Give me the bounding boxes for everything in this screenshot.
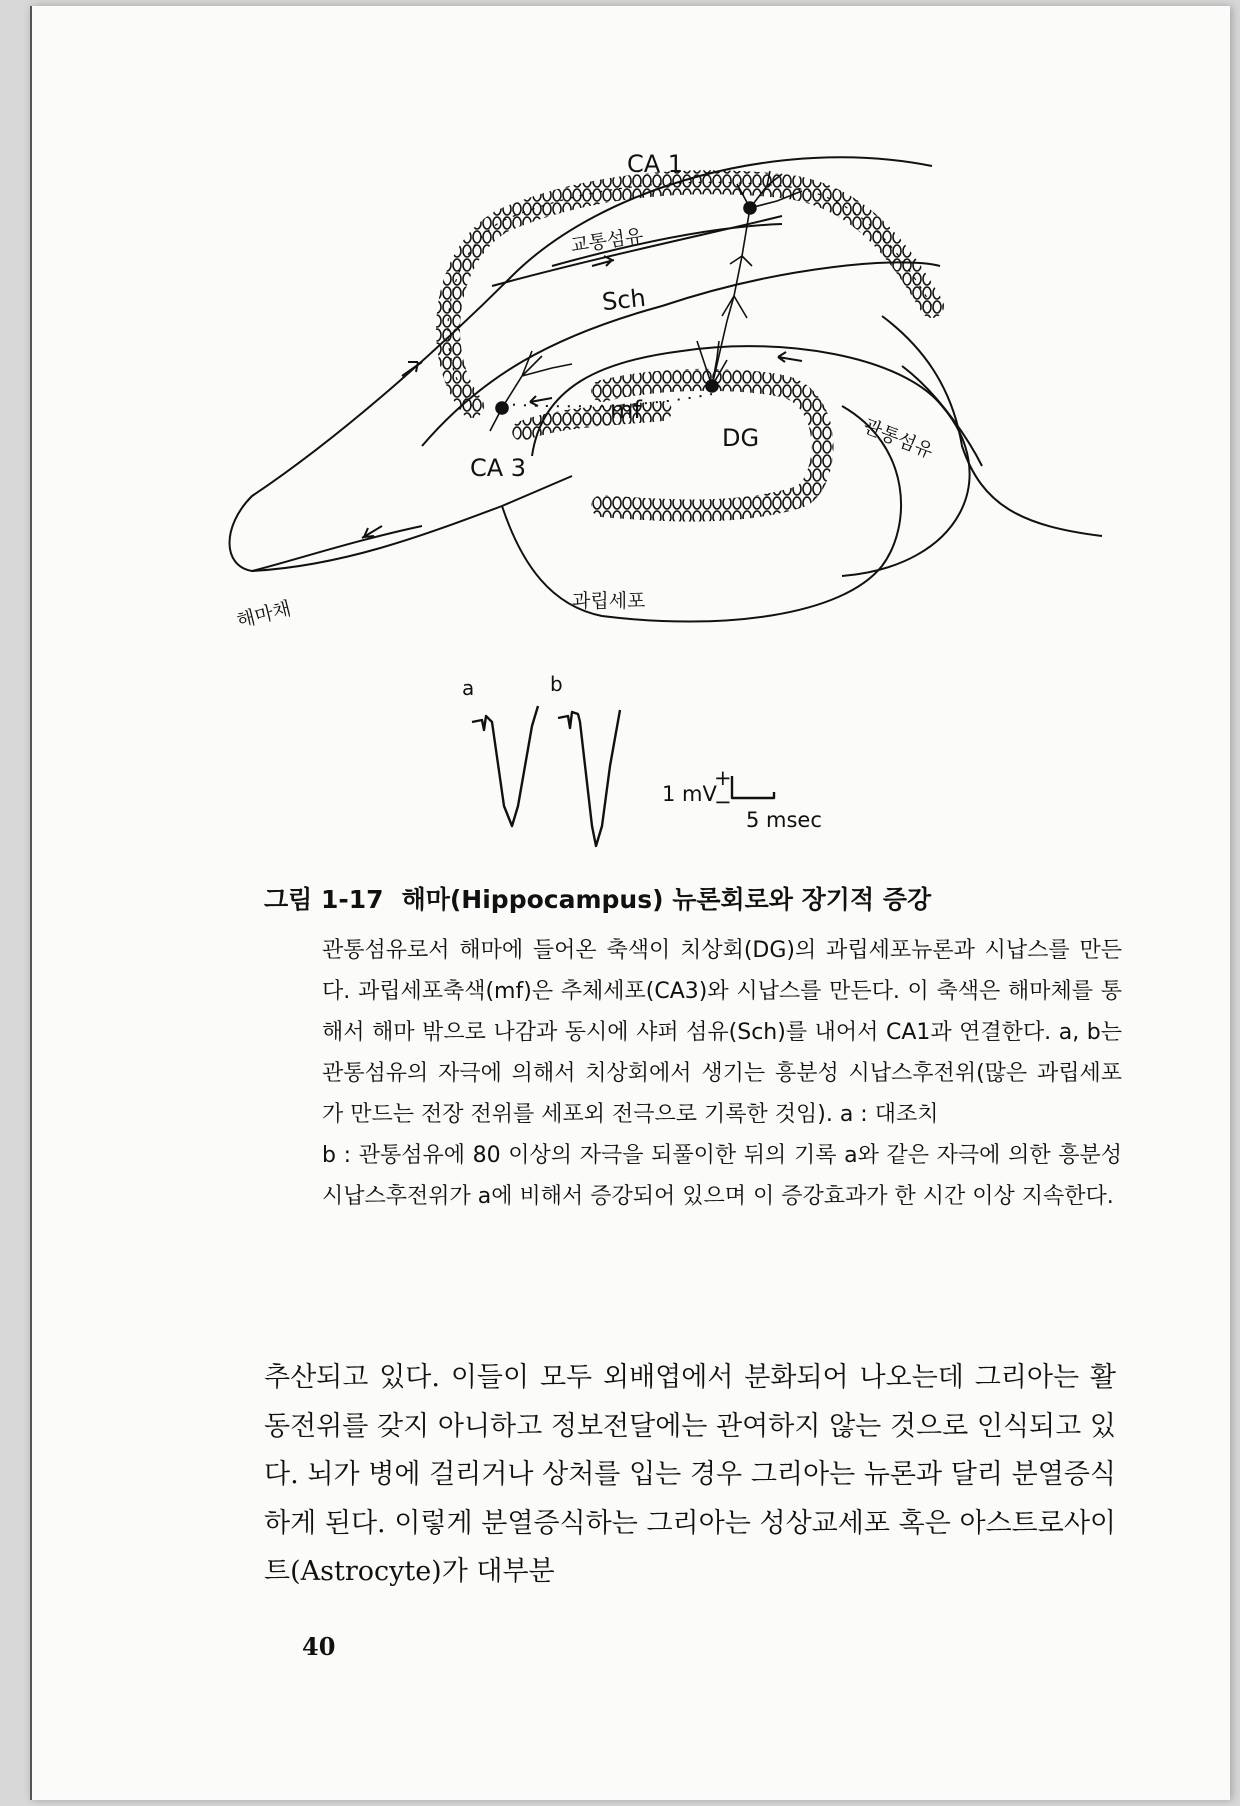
scale-plus: + bbox=[714, 766, 732, 790]
caption-title-row bbox=[264, 880, 1124, 916]
label-mf: mf bbox=[610, 396, 642, 424]
caption-body: 관통섬유로서 해마에 들어온 축색이 치상회(DG)의 과립세포뉴론과 시납스를 만든다. 과립세포축색(mf)은 추체세포(CA3)와 시납스를 만든다. 이 축색은 해마체를 통해서 해마 밖으로 나감과 동시에 샤퍼 섬유(Sch)를 내어서 CA1과 연결한다. a, b는 관통섬유의 자극에 의해서 치상회에서 생기는 흥분성 시납스후전위(많은 과립세포가 만드는 전장 전위를 세포외 전극으로 기록한 것임). a : 대조치 b : 관통섬유에 80 이상의 자극을 되풀이한 뒤의 기록 a와 같은 자극에 의한 흥분성 시납스후전위가 a에 비해서 증강되어 있으며 이 증강효과가 한 시간 이상 지속한다. bbox=[322, 938, 1122, 1209]
trace-b-label: b bbox=[550, 672, 563, 696]
label-dg: DG bbox=[722, 424, 760, 452]
body-paragraph: 추산되고 있다. 이들이 모두 외배엽에서 분화되어 나오는데 그리아는 활동전위를 갖지 아니하고 정보전달에는 관여하지 않는 것으로 인식되고 있다. 뇌가 병에 걸리거나 상처를 입는 경우 그리아는 뉴론과 달리 분열증식하게 된다. 이렇게 분열증식하는 그리아는 성상교세포 혹은 아스트로사이트(Astrocyte)가 대부분 bbox=[264, 1362, 1116, 1587]
label-perforant-fiber: 관통섬유 bbox=[859, 414, 937, 463]
label-commissural-fiber: 교통섬유 bbox=[569, 224, 645, 257]
scale-minus: − bbox=[714, 790, 732, 814]
trace-a-label: a bbox=[462, 676, 475, 700]
book-page bbox=[30, 6, 1230, 1800]
label-ca1: CA 1 bbox=[627, 150, 684, 178]
hippocampus-diagram bbox=[222, 146, 1142, 686]
scale-bar bbox=[732, 776, 774, 798]
scale-ms-label: 5 msec bbox=[746, 808, 822, 832]
trace-b bbox=[558, 710, 620, 846]
label-granule-cell: 과립세포 bbox=[572, 590, 646, 612]
page-number: 40 bbox=[302, 1632, 336, 1661]
figure-caption bbox=[264, 880, 1124, 1217]
trace-a bbox=[472, 706, 538, 826]
epsp-traces bbox=[462, 672, 942, 866]
epsp-trace-graphic bbox=[462, 686, 942, 866]
hippocampus-figure bbox=[222, 146, 1142, 686]
label-ca3: CA 3 bbox=[470, 454, 527, 482]
caption-title: 해마(Hippocampus) 뉴론회로와 장기적 증강 bbox=[401, 885, 932, 914]
label-sch: Sch bbox=[600, 283, 647, 317]
caption-number: 그림 1-17 bbox=[264, 885, 384, 914]
label-fimbria: 해마채 bbox=[234, 597, 294, 633]
scale-mv-label: 1 mV bbox=[662, 782, 717, 806]
